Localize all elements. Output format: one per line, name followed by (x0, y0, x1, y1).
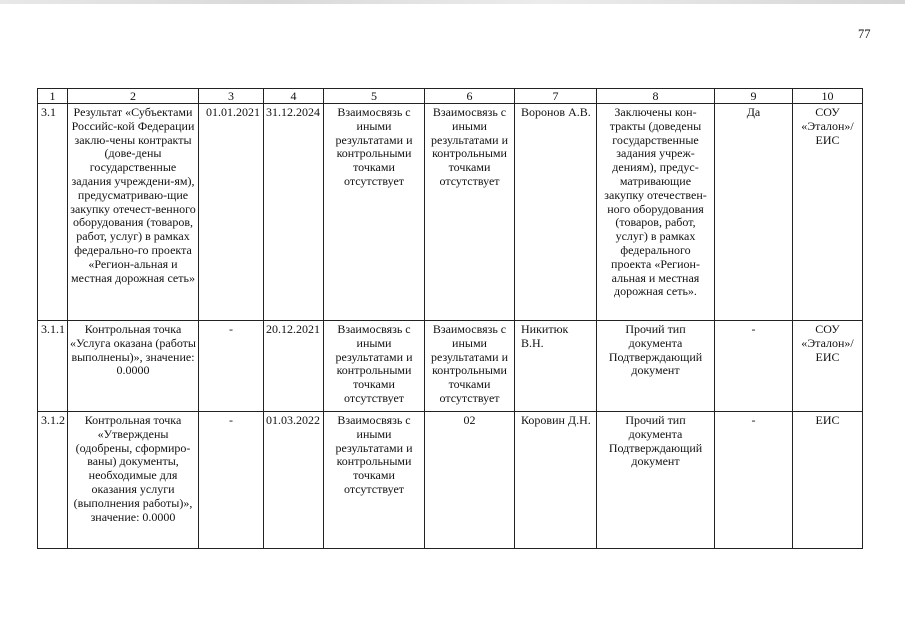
row-number: 3.1 (38, 104, 68, 321)
col9-value: - (715, 321, 793, 412)
link-predecessors: Взаимосвязь с иными результатами и контрольными точками отсутствует (324, 104, 425, 321)
header-cell: 5 (324, 89, 425, 104)
responsible-person: Никитюк В.Н. (515, 321, 597, 412)
document-type: Прочий тип документа Подтверждающий документ (597, 321, 715, 412)
header-cell: 4 (264, 89, 324, 104)
end-date: 20.12.2021 (264, 321, 324, 412)
responsible-person: Коровин Д.Н. (515, 412, 597, 549)
header-cell: 1 (38, 89, 68, 104)
start-date: 01.01.2021 (199, 104, 264, 321)
document-type: Заключены кон-тракты (доведены государственные задания учреж-дениям), предус-матривающие закупку отечествен-ного оборудования (товаров, работ, услуг) в рамках федерального проекта «Регион-альная и местная дорожная сеть». (597, 104, 715, 321)
start-date: - (199, 321, 264, 412)
info-system: СОУ «Эталон»/ ЕИС (793, 104, 863, 321)
info-system: ЕИС (793, 412, 863, 549)
schedule-table (37, 88, 863, 549)
col9-value: - (715, 412, 793, 549)
link-successors: Взаимосвязь с иными результатами и контрольными точками отсутствует (425, 321, 515, 412)
row-number: 3.1.1 (38, 321, 68, 412)
start-date: - (199, 412, 264, 549)
end-date: 31.12.2024 (264, 104, 324, 321)
header-cell: 6 (425, 89, 515, 104)
row-name: Контрольная точка «Услуга оказана (работы выполнены)», значение: 0.0000 (68, 321, 199, 412)
info-system: СОУ «Эталон»/ ЕИС (793, 321, 863, 412)
table-row (38, 321, 863, 412)
link-predecessors: Взаимосвязь с иными результатами и контрольными точками отсутствует (324, 412, 425, 549)
header-row (38, 89, 863, 104)
table-row (38, 412, 863, 549)
row-number: 3.1.2 (38, 412, 68, 549)
header-cell: 3 (199, 89, 264, 104)
header-cell: 8 (597, 89, 715, 104)
header-cell: 9 (715, 89, 793, 104)
header-cell: 2 (68, 89, 199, 104)
link-predecessors: Взаимосвязь с иными результатами и контрольными точками отсутствует (324, 321, 425, 412)
header-cell: 7 (515, 89, 597, 104)
link-successors: 02 (425, 412, 515, 549)
row-name: Контрольная точка «Утверждены (одобрены, сформиро-ваны) документы, необходимые для оказания услуги (выполнения работы)», значение: 0.0000 (68, 412, 199, 549)
col9-value: Да (715, 104, 793, 321)
link-successors: Взаимосвязь с иными результатами и контрольными точками отсутствует (425, 104, 515, 321)
header-cell: 10 (793, 89, 863, 104)
responsible-person: Воронов А.В. (515, 104, 597, 321)
page-number: 77 (858, 27, 871, 41)
table-row (38, 104, 863, 321)
row-name: Результат «Субъектами Российс-кой Федерации заклю-чены контракты (дове-дены государственные задания учреждени-ям), предусматриваю-щие закупку отечест-венного оборудования (товаров, работ, услуг) в рамках федерально-го проекта «Регион-альная и местная дорожная сеть» (68, 104, 199, 321)
document-type: Прочий тип документа Подтверждающий документ (597, 412, 715, 549)
scan-artifact-top (0, 0, 905, 4)
end-date: 01.03.2022 (264, 412, 324, 549)
